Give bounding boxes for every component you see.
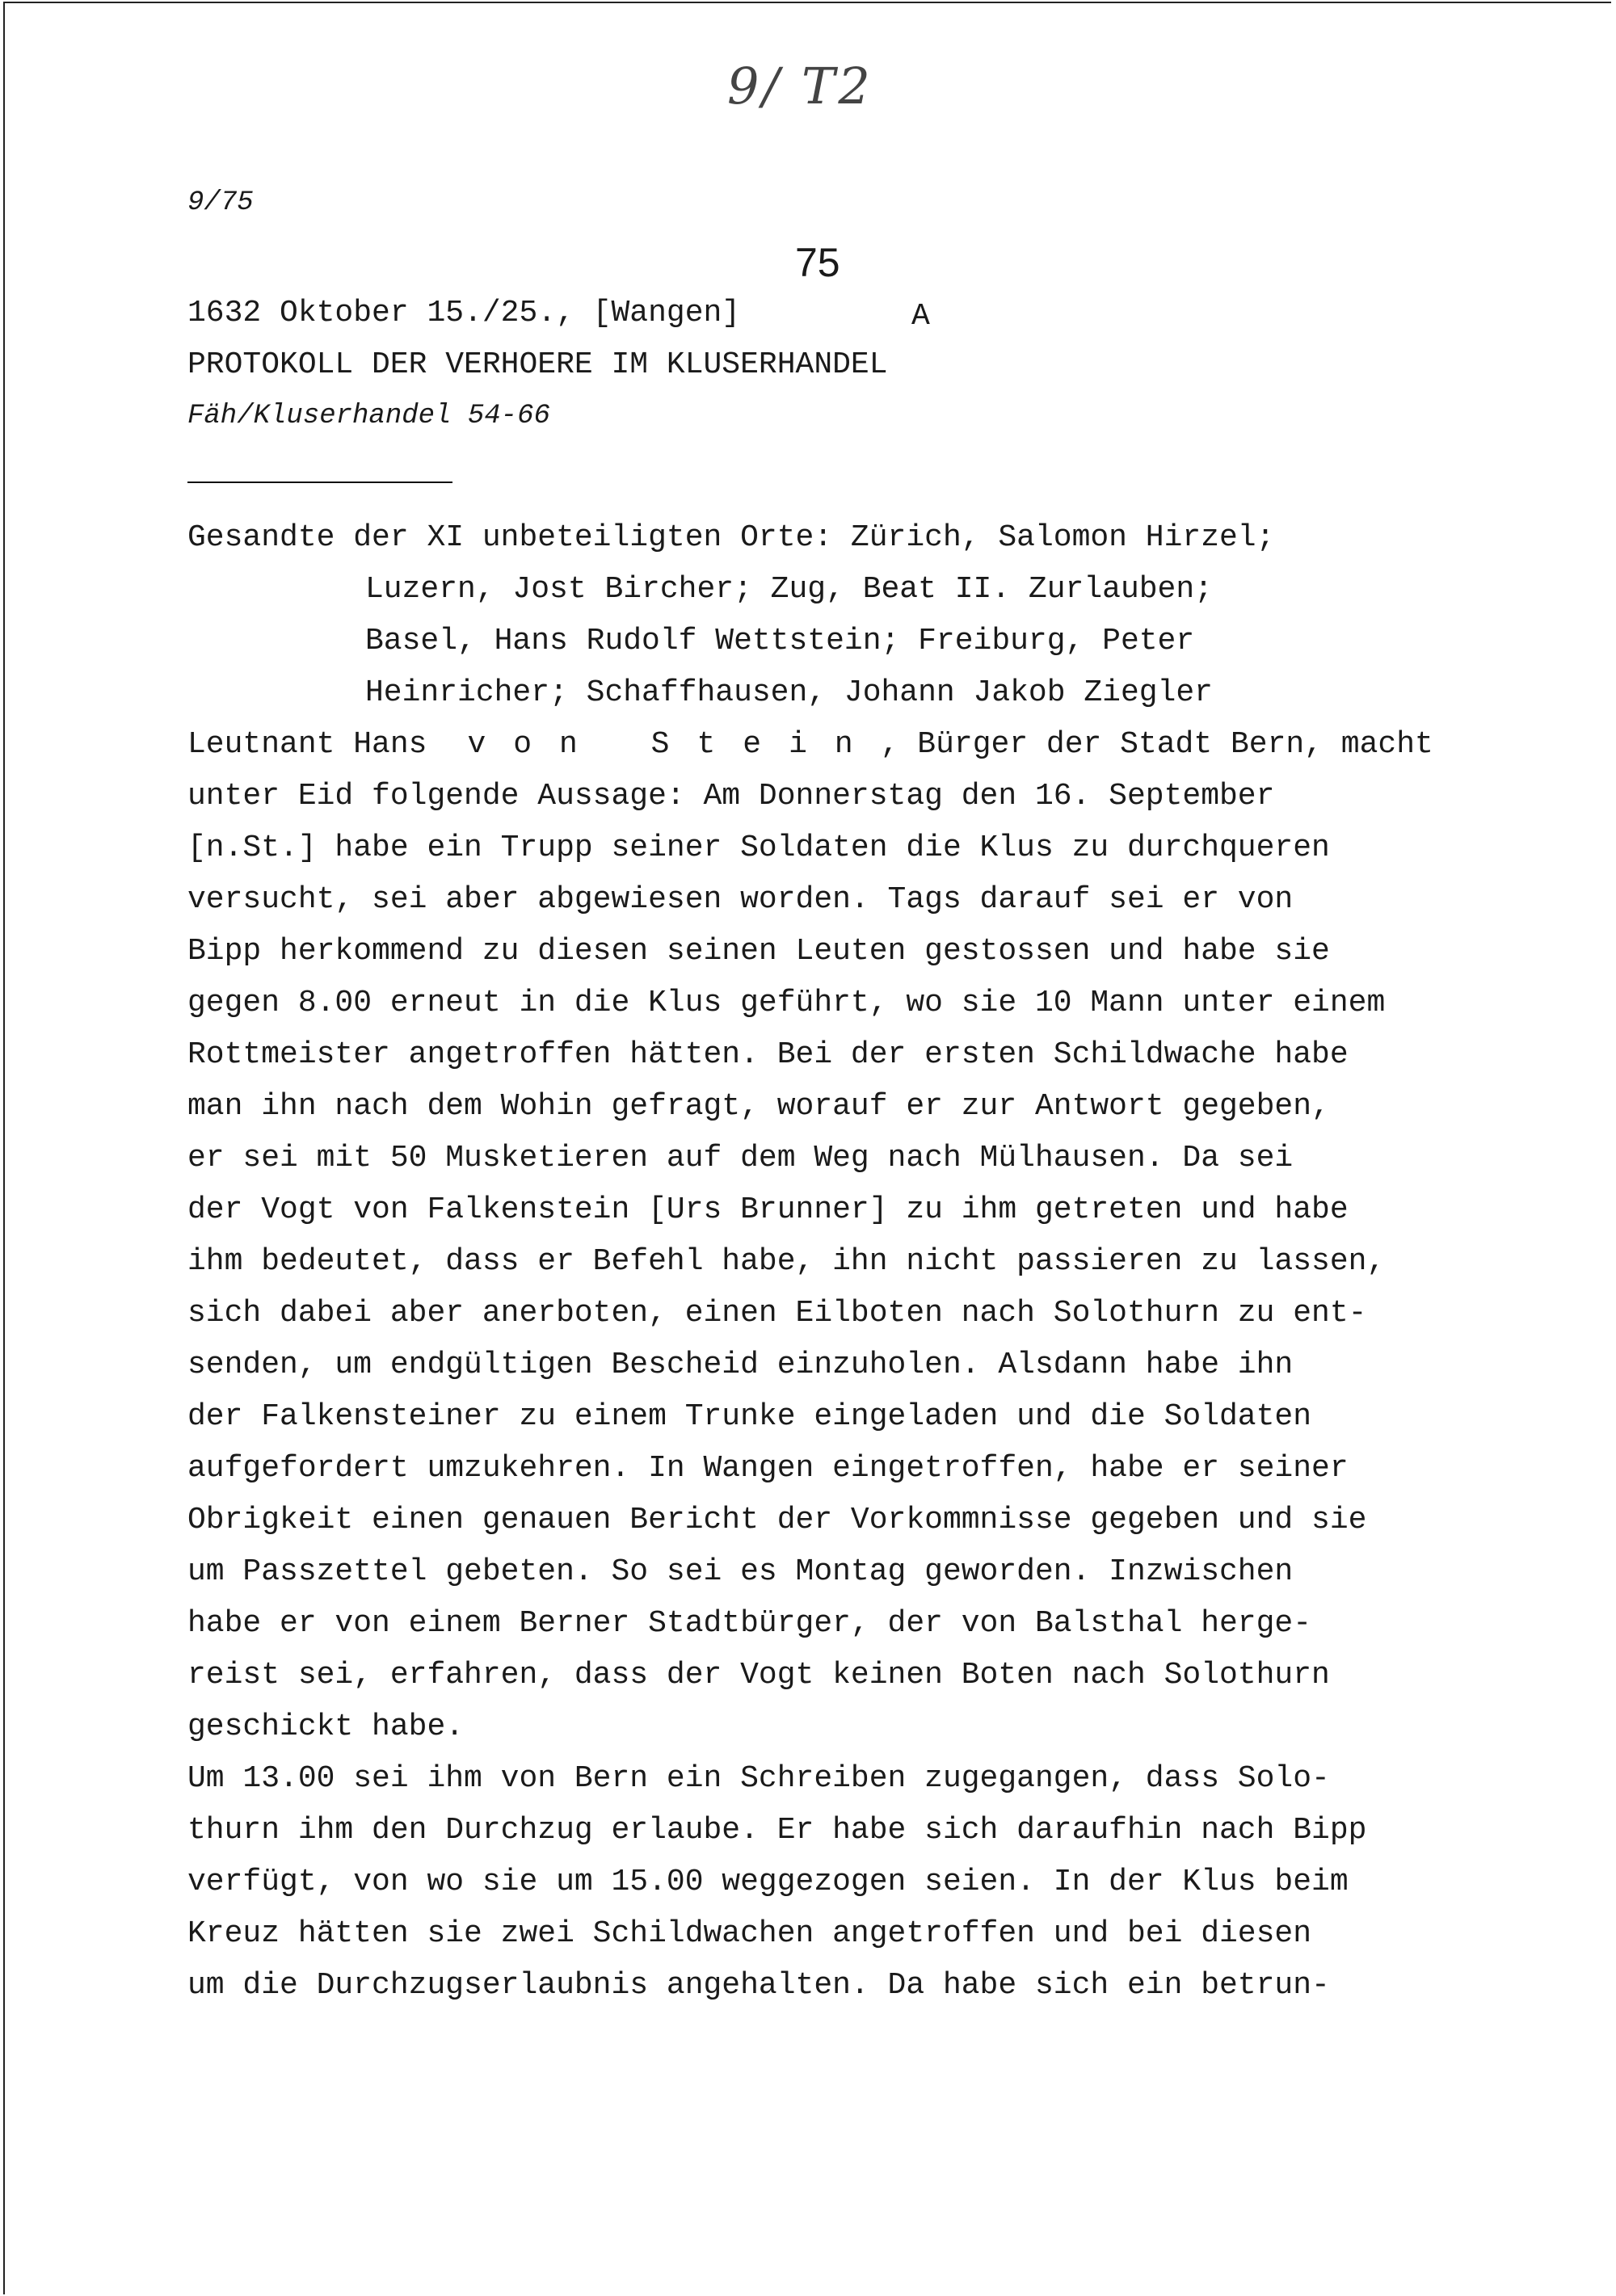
source-reference: Fäh/Kluserhandel 54-66 (187, 401, 550, 431)
body-line: man ihn nach dem Wohin gefragt, worauf er zur Antwort gegeben, (187, 1089, 1330, 1124)
body-line: habe er von einem Berner Stadtbürger, der von Balsthal herge- (187, 1606, 1312, 1641)
witness-title: Leutnant Hans (187, 727, 427, 762)
body-line: reist sei, erfahren, dass der Vogt keinen Boten nach Solothurn (187, 1658, 1330, 1693)
body-line: Bipp herkommend zu diesen seinen Leuten gestossen und habe sie (187, 934, 1330, 969)
body-line: verfügt, von wo sie um 15.00 weggezogen seien. In der Klus beim (187, 1865, 1349, 1899)
body-line: er sei mit 50 Musketieren auf dem Weg nach Mülhausen. Da sei (187, 1141, 1294, 1175)
envoys-line: Basel, Hans Rudolf Wettstein; Freiburg, Peter (365, 624, 1195, 658)
envoys-line: Heinricher; Schaffhausen, Johann Jakob Ziegler (365, 675, 1213, 710)
body-line: sich dabei aber anerboten, einen Eilboten nach Solothurn zu ent- (187, 1296, 1367, 1331)
document-title: PROTOKOLL DER VERHOERE IM KLUSERHANDEL (187, 347, 888, 382)
handwritten-mark: 9/ T2 (727, 57, 873, 116)
page-number: 75 (795, 240, 840, 285)
witness-description: , Bürger der Stadt Bern, macht (880, 727, 1433, 762)
body-line: der Vogt von Falkenstein [Urs Brunner] zu ihm getreten und habe (187, 1192, 1349, 1227)
body-line: ihm bedeutet, dass er Befehl habe, ihn nicht passieren zu lassen, (187, 1244, 1386, 1279)
body-line: Um 13.00 sei ihm von Bern ein Schreiben zugegangen, dass Solo- (187, 1761, 1330, 1796)
witness-name: von Stein (467, 727, 881, 762)
document-reference: 9/75 (187, 187, 254, 218)
envoys-line: Luzern, Jost Bircher; Zug, Beat II. Zurlauben; (365, 572, 1213, 607)
body-line: um Passzettel gebeten. So sei es Montag geworden. Inzwischen (187, 1554, 1294, 1589)
body-line: aufgefordert umzukehren. In Wangen eingetroffen, habe er seiner (187, 1451, 1349, 1486)
body-line: senden, um endgültigen Bescheid einzuholen. Alsdann habe ihn (187, 1348, 1294, 1382)
body-line: [n.St.] habe ein Trupp seiner Soldaten die Klus zu durchqueren (187, 831, 1330, 865)
body-line: Rottmeister angetroffen hätten. Bei der ersten Schildwache habe (187, 1037, 1349, 1072)
body-line: Obrigkeit einen genauen Bericht der Vorkommnisse gegeben und sie (187, 1503, 1367, 1537)
body-line: thurn ihm den Durchzug erlaube. Er habe sich daraufhin nach Bipp (187, 1813, 1367, 1848)
body-line: versucht, sei aber abgewiesen worden. Tags darauf sei er von (187, 882, 1294, 917)
envoys-line: Gesandte der XI unbeteiligten Orte: Zürich, Salomon Hirzel; (187, 520, 1275, 555)
document-letter: A (911, 299, 930, 334)
body-line: geschickt habe. (187, 1709, 465, 1744)
body-line: Kreuz hätten sie zwei Schildwachen angetroffen und bei diesen (187, 1916, 1312, 1951)
body-line: unter Eid folgende Aussage: Am Donnerstag den 16. September (187, 779, 1275, 814)
body-line: der Falkensteiner zu einem Trunke eingeladen und die Soldaten (187, 1399, 1312, 1434)
separator-rule (187, 481, 452, 483)
date-line: 1632 Oktober 15./25., [Wangen] (187, 296, 741, 330)
testimony-first-line (187, 727, 1433, 762)
body-line: gegen 8.00 erneut in die Klus geführt, wo sie 10 Mann unter einem (187, 986, 1386, 1020)
body-line: um die Durchzugserlaubnis angehalten. Da habe sich ein betrun- (187, 1968, 1330, 2003)
